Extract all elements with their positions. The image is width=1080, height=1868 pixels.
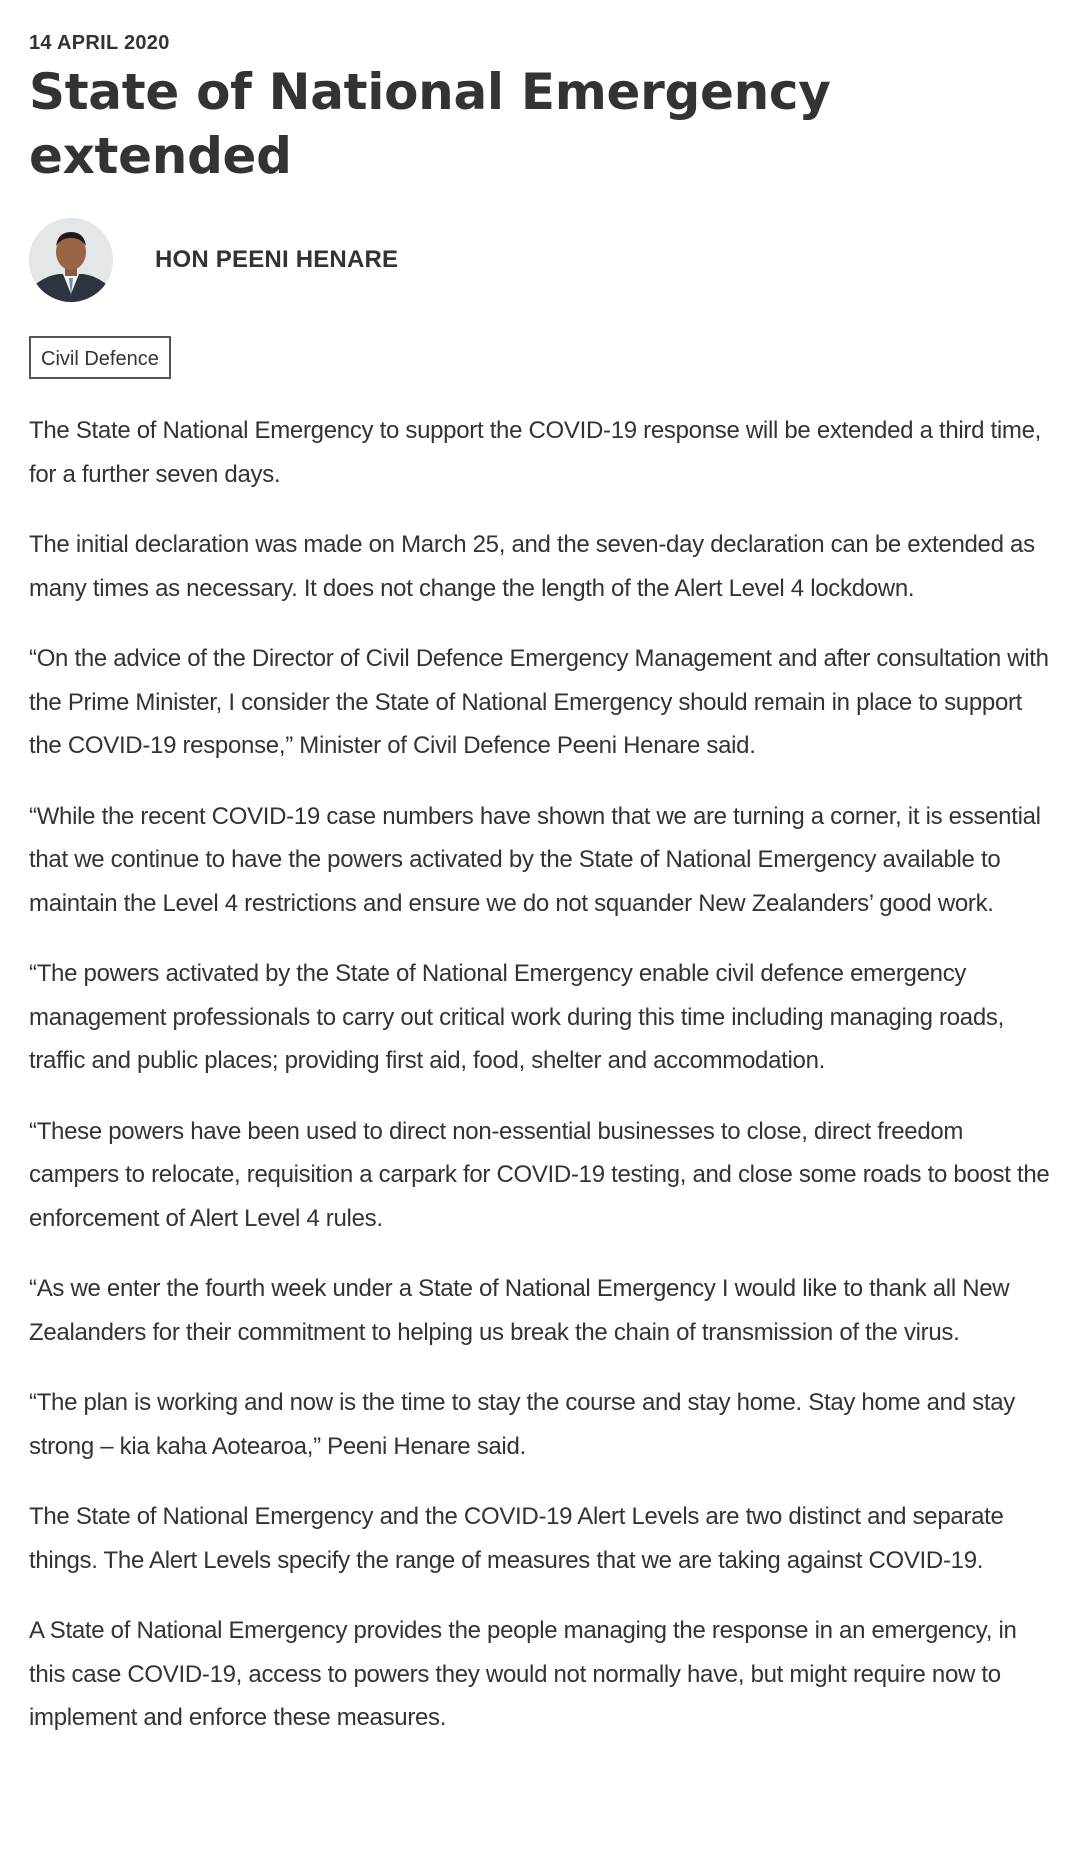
paragraph: “The powers activated by the State of National Emergency enable civil defence emergency management professionals to carry out critical work during this time including managing roads, traffic and public places; providing first aid, food, shelter and accommodation. bbox=[29, 960, 1004, 1074]
author-block bbox=[29, 218, 1051, 302]
article-title: State of National Emergency extended bbox=[29, 63, 831, 185]
paragraph: The State of National Emergency and the COVID-19 Alert Levels are two distinct and separate things. The Alert Levels specify the range of measures that we are taking against COVID-19. bbox=[29, 1503, 1004, 1574]
article-body bbox=[29, 409, 1051, 1740]
paragraph: “These powers have been used to direct non-essential businesses to close, direct freedom campers to relocate, requisition a carpark for COVID-19 testing, and close some roads to boost the enforcement of Alert Level 4 rules. bbox=[29, 1117, 1050, 1232]
paragraph: “The plan is working and now is the time to stay the course and stay home. Stay home and stay strong – kia kaha Aotearoa,” Peeni Henare said. bbox=[29, 1389, 1015, 1460]
paragraph: A State of National Emergency provides the people managing the response in an emergency, in this case COVID-19, access to powers they would not normally have, but might require now to implement and enforce these measures. bbox=[29, 1617, 1017, 1731]
minister-portrait-icon bbox=[29, 218, 113, 302]
paragraph: “While the recent COVID-19 case numbers have shown that we are turning a corner, it is essential that we continue to have the powers activated by the State of National Emergency available to maintain the Level 4 restrictions and ensure we do not squander New Zealanders’ good work. bbox=[29, 802, 1041, 917]
paragraph: “On the advice of the Director of Civil Defence Emergency Management and after consultation with the Prime Minister, I consider the State of National Emergency should remain in place to support the COVID-19 response,” Minister of Civil Defence Peeni Henare said. bbox=[29, 645, 1049, 759]
paragraph: The initial declaration was made on March 25, and the seven-day declaration can be extended as many times as necessary. It does not change the length of the Alert Level 4 lockdown. bbox=[29, 531, 1035, 602]
tag-civil-defence[interactable]: Civil Defence bbox=[29, 336, 171, 379]
paragraph: The State of National Emergency to support the COVID-19 response will be extended a third time, for a further seven days. bbox=[29, 417, 1042, 488]
author-name[interactable]: HON PEENI HENARE bbox=[155, 246, 399, 273]
article-date: 14 APRIL 2020 bbox=[29, 32, 170, 54]
author-avatar[interactable] bbox=[29, 218, 113, 302]
paragraph: “As we enter the fourth week under a State of National Emergency I would like to thank all New Zealanders for their commitment to helping us break the chain of transmission of the virus. bbox=[29, 1275, 1010, 1346]
